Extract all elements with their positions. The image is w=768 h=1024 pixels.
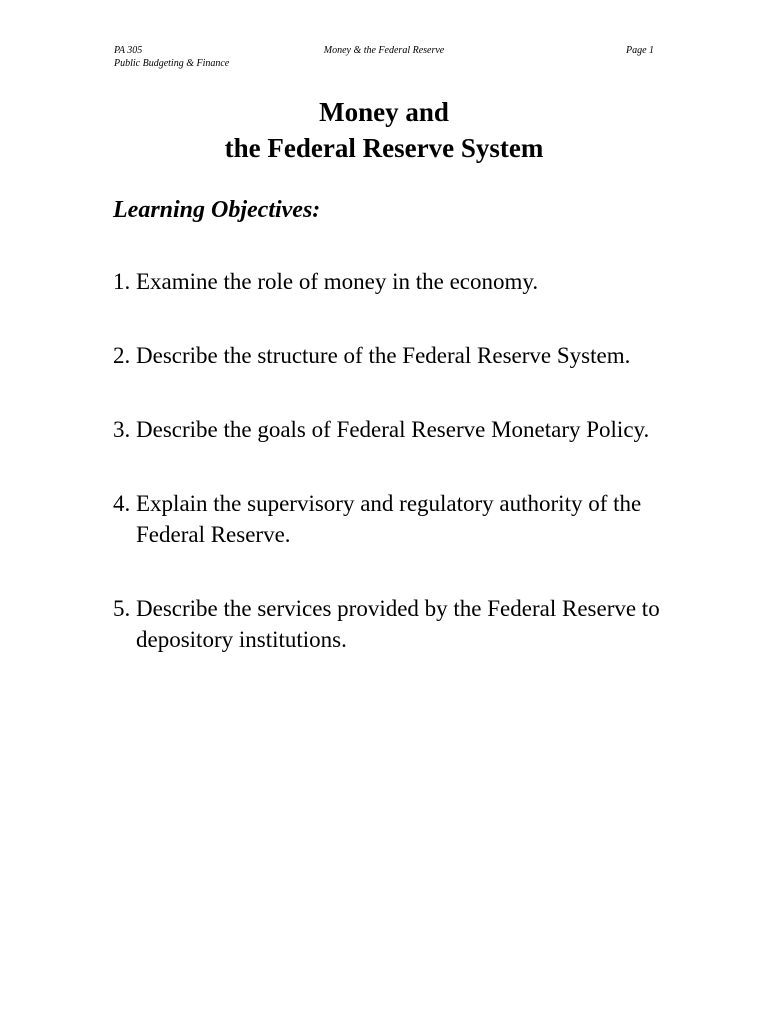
objective-text: Examine the role of money in the economy. bbox=[136, 269, 539, 294]
header-course-code: PA 305 bbox=[114, 45, 143, 56]
header-page-number: Page 1 bbox=[626, 45, 655, 56]
objective-number: 1. bbox=[113, 269, 131, 294]
objective-item bbox=[113, 593, 673, 655]
header-running-title-text: Money & the Federal Reserve bbox=[323, 45, 445, 56]
header-course-subject: Public Budgeting & Finance bbox=[114, 58, 230, 69]
page-title bbox=[0, 94, 768, 166]
objective-number: 5. bbox=[113, 596, 131, 621]
objective-number: 2. bbox=[113, 343, 131, 368]
objective-item bbox=[113, 266, 673, 297]
objective-text: Describe the goals of Federal Reserve Monetary Policy. bbox=[136, 417, 650, 442]
page-title-line-2: the Federal Reserve System bbox=[224, 133, 544, 163]
section-heading: Learning Objectives: bbox=[113, 197, 321, 223]
objective-number: 4. bbox=[113, 491, 131, 516]
objective-text: Explain the supervisory and regulatory authority of the Federal Reserve. bbox=[136, 491, 642, 547]
objective-text: Describe the structure of the Federal Reserve System. bbox=[136, 343, 631, 368]
objective-number: 3. bbox=[113, 417, 131, 442]
objective-item bbox=[113, 488, 673, 550]
objectives-list bbox=[113, 266, 673, 698]
objective-item bbox=[113, 414, 673, 445]
objective-item bbox=[113, 340, 673, 371]
objective-text: Describe the services provided by the Federal Reserve to depository institutions. bbox=[136, 596, 660, 652]
page-title-line-1: Money and bbox=[319, 97, 449, 127]
